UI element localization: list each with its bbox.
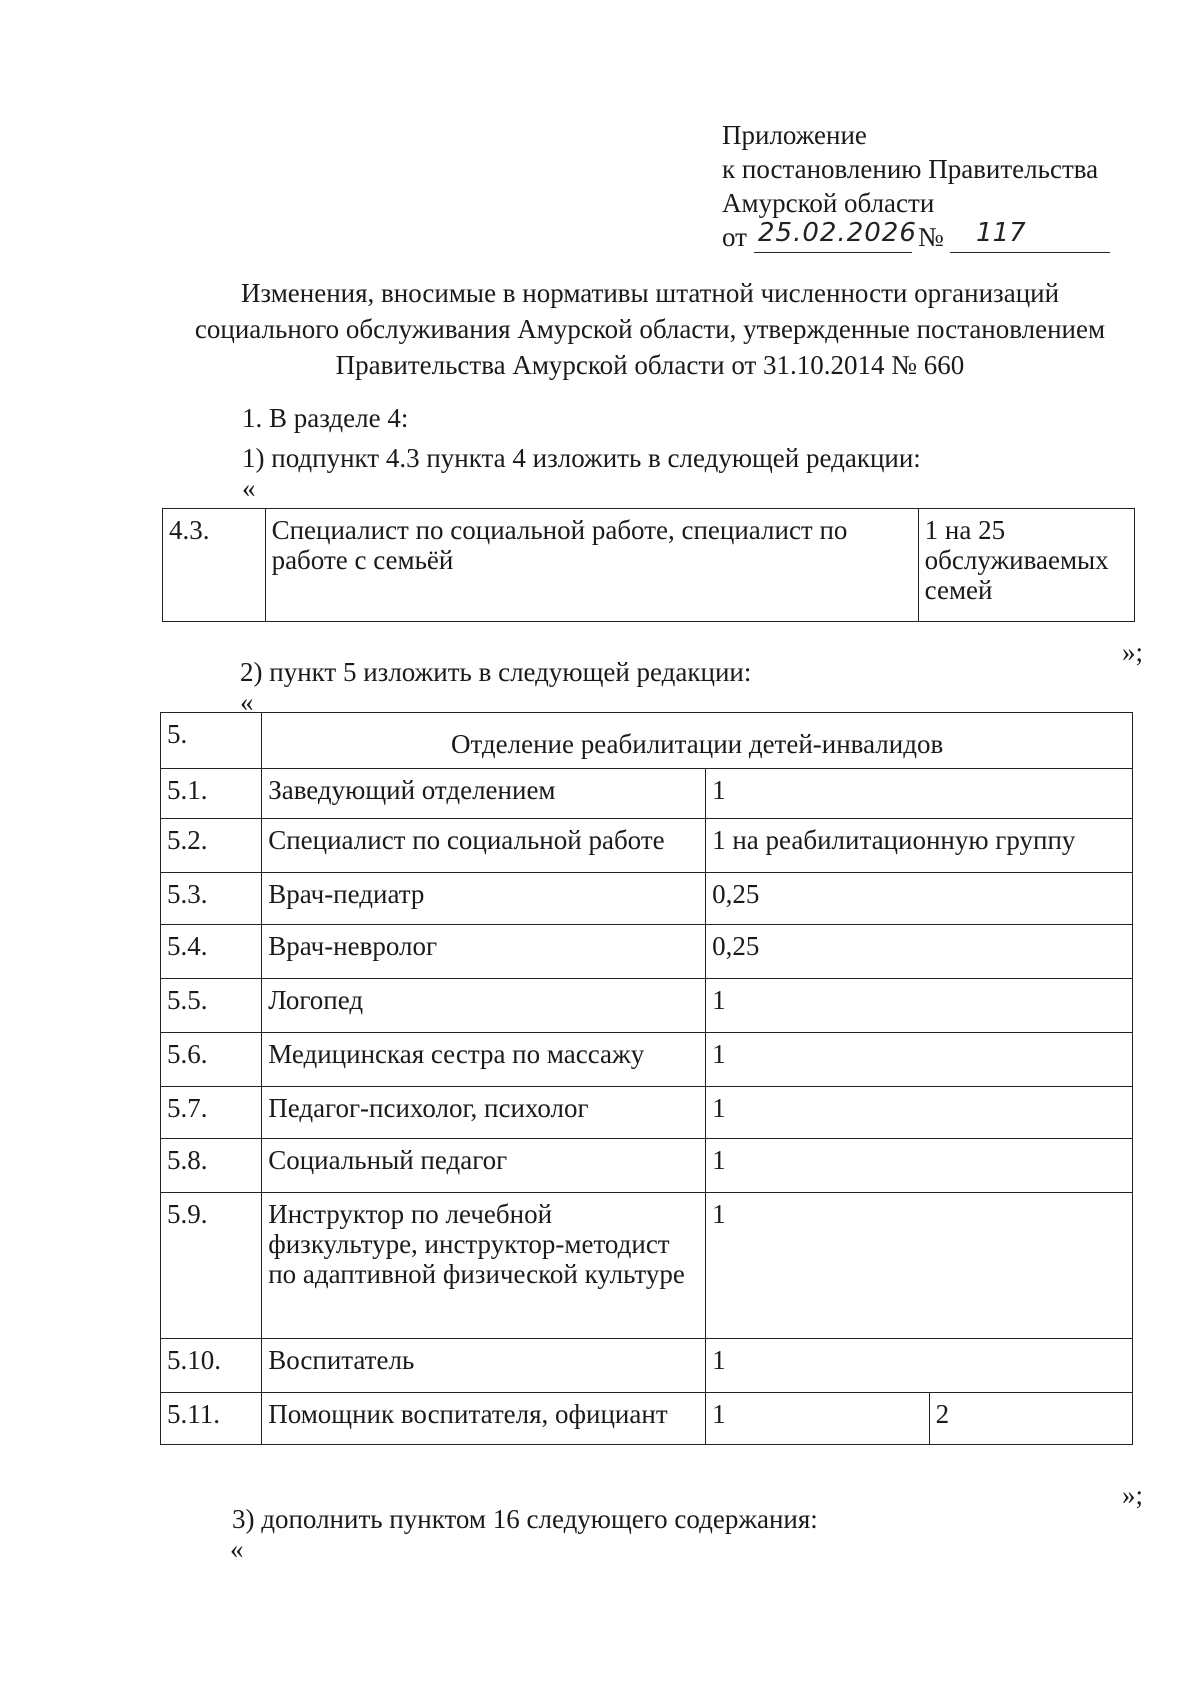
close-quote-1: »;: [1122, 637, 1144, 667]
staff-norm: 1: [706, 1393, 929, 1445]
row-number: 5.3.: [161, 873, 262, 925]
appendix-header: [722, 118, 1098, 260]
table-row: [161, 769, 1133, 819]
staff-norm-extra: 2: [929, 1393, 1132, 1445]
row-number: 5.11.: [161, 1393, 262, 1445]
position-name: Воспитатель: [262, 1339, 706, 1393]
table-row: [161, 1087, 1133, 1139]
row-number: 5.1.: [161, 769, 262, 819]
staff-norm: 1 на реабилитационную группу: [706, 819, 1133, 873]
staff-norm: 1: [706, 1139, 1133, 1193]
number-underline: [950, 252, 1110, 253]
title-line-3: Правительства Амурской области от 31.10.2014 № 660: [335, 350, 965, 380]
row-number: 5.7.: [161, 1087, 262, 1139]
item-2-text: 2) пункт 5 изложить в следующей редакции:: [240, 657, 752, 687]
row-number: 5.9.: [161, 1193, 262, 1339]
item-1-text: 1) подпункт 4.3 пункта 4 изложить в следующей редакции:: [242, 443, 921, 473]
staff-norm: 1: [706, 1193, 1133, 1339]
position-name: Заведующий отделением: [262, 769, 706, 819]
table-row: [161, 1033, 1133, 1087]
staff-norm: 0,25: [706, 873, 1133, 925]
row-number: 5.2.: [161, 819, 262, 873]
position-name: Помощник воспитателя, официант: [262, 1393, 706, 1445]
department-title: Отделение реабилитации детей-инвалидов: [262, 713, 1133, 769]
position-name: Педагог-психолог, психолог: [262, 1087, 706, 1139]
row-number: 4.3.: [163, 509, 266, 622]
section-intro: 1. В разделе 4:: [242, 403, 409, 433]
staff-norm: 1: [706, 979, 1133, 1033]
open-quote-1: «: [242, 473, 256, 503]
position-name: Врач-педиатр: [262, 873, 706, 925]
table-header-row: [161, 713, 1133, 769]
row-number: 5.5.: [161, 979, 262, 1033]
handwritten-date: 25.02.2026: [758, 218, 917, 248]
table-row: [161, 979, 1133, 1033]
title-line-1: Изменения, вносимые в нормативы штатной численности организаций: [240, 278, 1060, 308]
number-sign: №: [918, 222, 944, 252]
table-row: [161, 1339, 1133, 1393]
date-prefix: от: [722, 222, 747, 252]
header-number: 5.: [161, 713, 262, 769]
appendix-region: Амурской области: [722, 188, 935, 218]
table-row: [161, 925, 1133, 979]
appendix-resolution-ref: к постановлению Правительства: [722, 154, 1099, 184]
table-row: [161, 873, 1133, 925]
staff-norm: 1 на 25 обслуживаемых семей: [918, 509, 1134, 622]
position-name: Специалист по социальной работе: [262, 819, 706, 873]
position-name: Инструктор по лечебной физкультуре, инструктор-методист по адаптивной физической культуре: [262, 1193, 706, 1339]
open-quote-3: «: [230, 1534, 244, 1564]
staff-norm: 0,25: [706, 925, 1133, 979]
date-underline: [754, 252, 912, 253]
table-row: [161, 1139, 1133, 1193]
row-number: 5.6.: [161, 1033, 262, 1087]
position-name: Специалист по социальной работе, специалист по работе с семьёй: [265, 509, 918, 622]
item-3-text: 3) дополнить пунктом 16 следующего содержания:: [232, 1504, 818, 1534]
open-quote-2: «: [240, 687, 254, 717]
table-row: [161, 1393, 1133, 1445]
table-row: [163, 509, 1135, 622]
row-number: 5.10.: [161, 1339, 262, 1393]
handwritten-number: 117: [976, 218, 1026, 248]
row-number: 5.8.: [161, 1139, 262, 1193]
position-name: Врач-невролог: [262, 925, 706, 979]
document-title: [150, 275, 1150, 383]
table-item-5: [160, 712, 1133, 1445]
title-line-2: социального обслуживания Амурской области, утвержденные постановлением: [194, 314, 1106, 344]
staff-norm: 1: [706, 1087, 1133, 1139]
table-row: [161, 819, 1133, 873]
position-name: Логопед: [262, 979, 706, 1033]
appendix-label: Приложение: [722, 120, 867, 150]
staff-norm: 1: [706, 769, 1133, 819]
table-row: [161, 1193, 1133, 1339]
position-name: Социальный педагог: [262, 1139, 706, 1193]
staff-norm: 1: [706, 1033, 1133, 1087]
row-number: 5.4.: [161, 925, 262, 979]
appendix-date-line: [722, 220, 1098, 260]
position-name: Медицинская сестра по массажу: [262, 1033, 706, 1087]
staff-norm: 1: [706, 1339, 1133, 1393]
close-quote-2: »;: [1122, 1480, 1144, 1510]
table-item-4-3: [162, 508, 1135, 622]
